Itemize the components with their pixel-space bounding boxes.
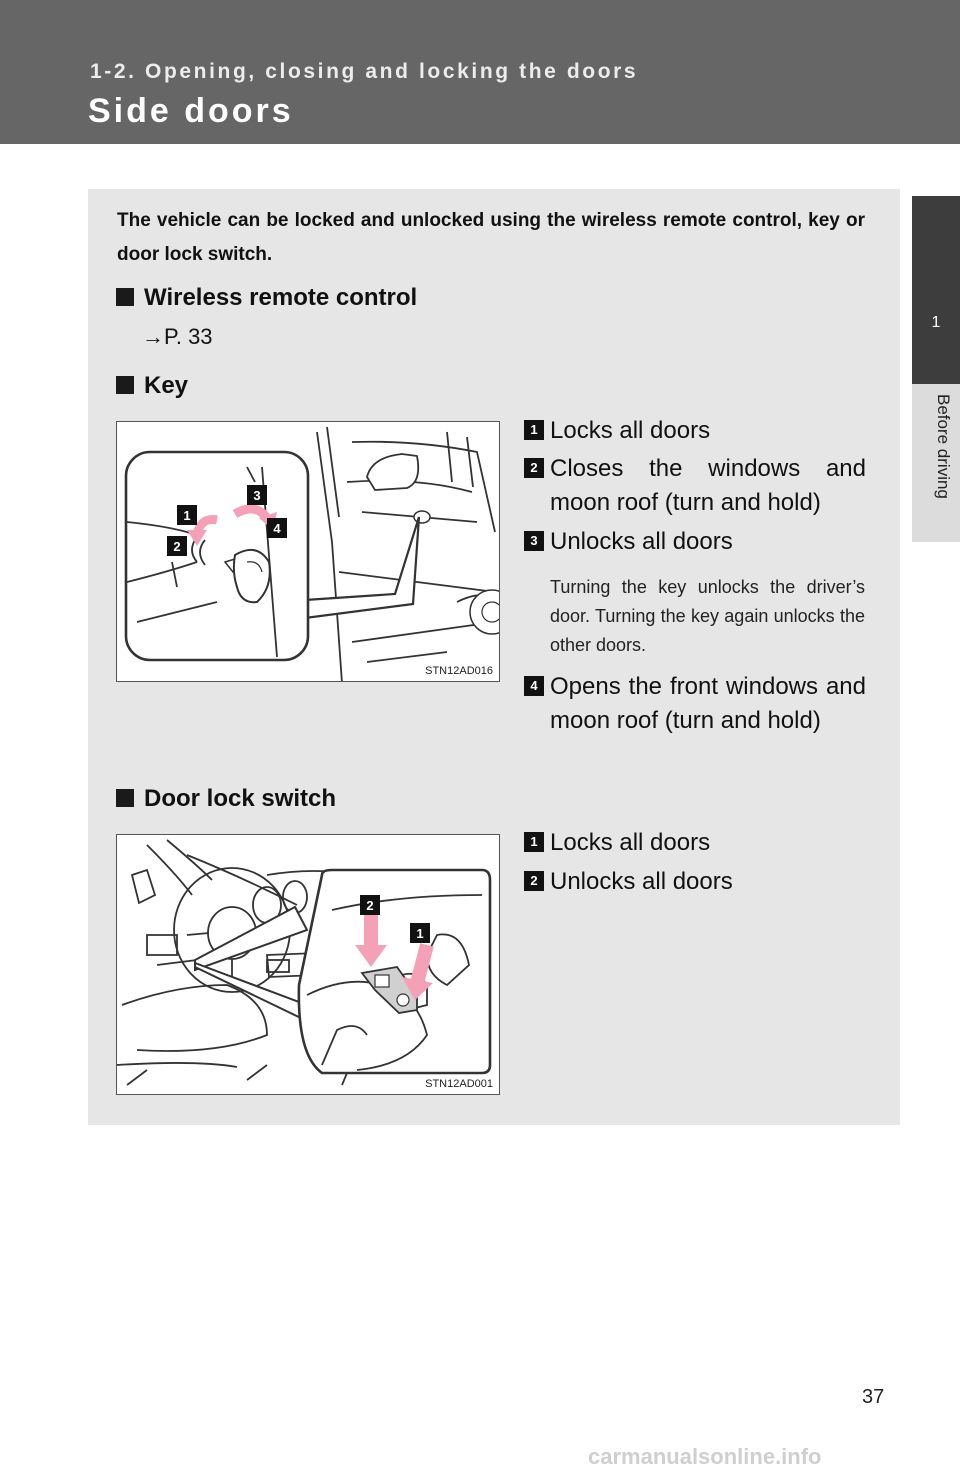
- section-label: 1-2. Opening, closing and locking the doors: [90, 60, 639, 83]
- subheading-wireless: [116, 284, 417, 312]
- page-title: Side doors: [88, 92, 294, 130]
- square-bullet-icon: [116, 288, 134, 306]
- door-lock-item-1: [524, 826, 866, 860]
- figure-code: STN12AD001: [425, 1078, 493, 1090]
- door-lock-figure: [116, 834, 500, 1095]
- key-note: Turning the key unlocks the driver’s door. Turning the key again unlocks the other doors.: [550, 577, 865, 655]
- svg-text:1: 1: [183, 508, 191, 523]
- page-reference: →P. 33: [142, 324, 213, 349]
- subheading-key: [116, 372, 188, 400]
- key-item-1: [524, 414, 866, 448]
- svg-text:1: 1: [416, 926, 424, 941]
- watermark: carmanualsonline.info: [588, 1444, 822, 1469]
- item-text: Unlocks all doors: [550, 868, 733, 895]
- number-badge: 3: [524, 531, 544, 551]
- number-badge: 4: [524, 676, 544, 696]
- item-text: Unlocks all doors: [550, 528, 733, 555]
- chapter-number: 1: [931, 314, 941, 331]
- key-item-4: [524, 670, 866, 738]
- item-text: Closes the windows and moon roof (turn and hold): [550, 455, 866, 516]
- key-figure: [116, 421, 500, 682]
- chapter-tab: [912, 196, 960, 384]
- chapter-label: Before driving: [934, 394, 953, 499]
- number-badge: 2: [524, 871, 544, 891]
- svg-text:4: 4: [273, 521, 281, 536]
- callout-1: [177, 505, 197, 525]
- intro-paragraph: The vehicle can be locked and unlocked using the wireless remote control, key or door lock switch.: [117, 210, 865, 265]
- svg-text:2: 2: [173, 539, 181, 554]
- item-text: Locks all doors: [550, 417, 711, 444]
- square-bullet-icon: [116, 789, 134, 807]
- callout-2: [167, 536, 187, 556]
- item-text: Locks all doors: [550, 829, 711, 856]
- subheading-text: Door lock switch: [144, 785, 337, 812]
- callout-3: [247, 485, 267, 505]
- number-badge: 1: [524, 420, 544, 440]
- svg-text:3: 3: [253, 488, 261, 503]
- number-badge: 1: [524, 832, 544, 852]
- key-item-2: [524, 452, 866, 520]
- callout-1: [410, 923, 430, 943]
- key-illustration: [117, 422, 500, 682]
- key-item-3: [524, 525, 866, 559]
- svg-text:2: 2: [366, 898, 374, 913]
- door-lock-item-2: [524, 865, 866, 899]
- square-bullet-icon: [116, 376, 134, 394]
- door-lock-illustration: [117, 835, 500, 1095]
- chapter-label-tab: [912, 384, 960, 542]
- callout-2: [360, 895, 380, 915]
- subheading-door-lock: [116, 785, 336, 813]
- figure-code: STN12AD016: [425, 665, 493, 677]
- number-badge: 2: [524, 458, 544, 478]
- subheading-text: Wireless remote control: [144, 284, 418, 311]
- page-number: 37: [862, 1386, 885, 1408]
- subheading-text: Key: [144, 372, 189, 399]
- callout-4: [267, 518, 287, 538]
- item-text: Opens the front windows and moon roof (turn and hold): [550, 673, 866, 734]
- page-header: [0, 0, 960, 144]
